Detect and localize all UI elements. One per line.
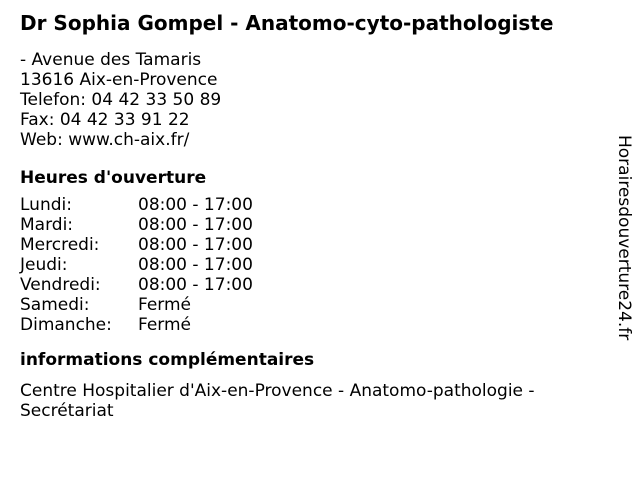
hours-row-samedi	[20, 295, 610, 315]
phone-line: Telefon: 04 42 33 50 89	[20, 90, 222, 110]
main-content	[20, 10, 610, 421]
hours-heading: Heures d'ouverture	[20, 168, 207, 188]
fax-line: Fax: 04 42 33 91 22	[20, 110, 190, 130]
page-title: Dr Sophia Gompel - Anatomo-cyto-pathologiste	[20, 11, 554, 35]
hours-day: Jeudi:	[20, 255, 68, 275]
hours-time: Fermé	[138, 295, 192, 315]
info-heading: informations complémentaires	[20, 350, 315, 370]
hours-day: Mardi:	[20, 215, 74, 235]
address-block	[20, 50, 610, 150]
hours-day: Samedi:	[20, 295, 90, 315]
hours-row-lundi	[20, 195, 610, 215]
hours-time: 08:00 - 17:00	[138, 235, 253, 255]
hours-row-vendredi	[20, 275, 610, 295]
hours-time: 08:00 - 17:00	[138, 255, 253, 275]
info-text: Centre Hospitalier d'Aix-en-Provence - Anatomo-pathologie - Secrétariat	[20, 381, 535, 421]
hours-day: Vendredi:	[20, 275, 101, 295]
hours-time: Fermé	[138, 315, 192, 335]
street-line: - Avenue des Tamaris	[20, 50, 202, 70]
web-line: Web: www.ch-aix.fr/	[20, 130, 190, 150]
hours-time: 08:00 - 17:00	[138, 195, 253, 215]
hours-day: Mercredi:	[20, 235, 100, 255]
hours-table	[20, 195, 610, 335]
hours-day: Dimanche:	[20, 315, 112, 335]
city-line: 13616 Aix-en-Provence	[20, 70, 218, 90]
hours-row-jeudi	[20, 255, 610, 275]
hours-day: Lundi:	[20, 195, 72, 215]
site-watermark: Horairesdouverture24.fr	[614, 135, 634, 341]
hours-time: 08:00 - 17:00	[138, 215, 253, 235]
hours-row-dimanche	[20, 315, 610, 335]
hours-row-mardi	[20, 215, 610, 235]
hours-row-mercredi	[20, 235, 610, 255]
hours-time: 08:00 - 17:00	[138, 275, 253, 295]
